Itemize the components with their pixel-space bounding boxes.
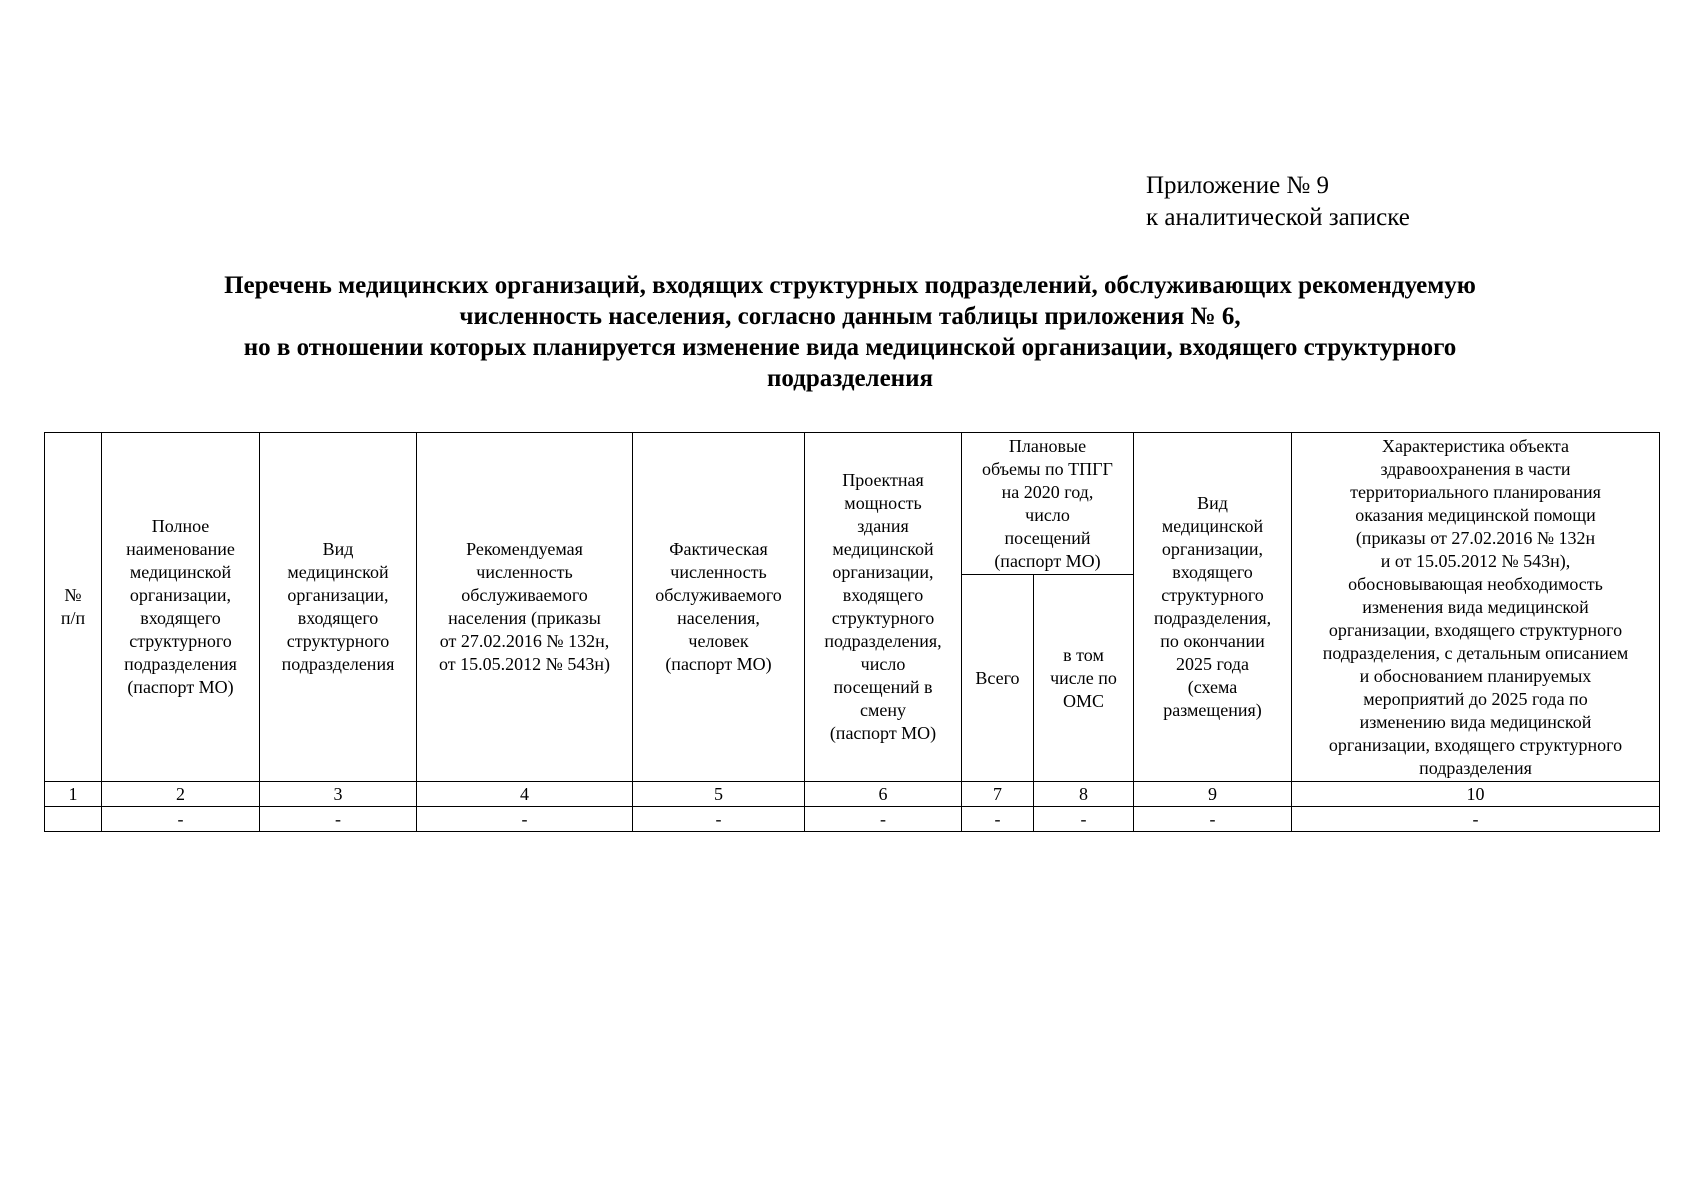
- column-numbers-row: [45, 782, 1660, 807]
- title-line-4: подразделения: [766, 365, 934, 392]
- column-number: 2: [102, 782, 260, 807]
- annex-reference: к аналитической записке: [1146, 204, 1410, 231]
- table-cell: -: [805, 807, 962, 832]
- table-cell: -: [102, 807, 260, 832]
- table-cell: -: [1034, 807, 1134, 832]
- column-number: 6: [805, 782, 962, 807]
- annex-number: Приложение № 9: [1146, 172, 1330, 199]
- title-line-3: но в отношении которых планируется изменение вида медицинской организации, входящего структурного: [243, 334, 1457, 361]
- header-type-2025: Вид медицинской организации, входящего структурного подразделения, по окончании 2025 года (схема размещения): [1134, 433, 1292, 782]
- column-number: 10: [1292, 782, 1660, 807]
- header-organization-type: Вид медицинской организации, входящего структурного подразделения: [260, 433, 417, 782]
- annex-label: [1146, 170, 1410, 234]
- header-total: Всего: [962, 575, 1034, 782]
- table-cell: [45, 807, 102, 832]
- header-characteristics: Характеристика объекта здравоохранения в части территориального планирования оказания медицинской помощи (приказы от 27.02.2016 № 132н и от 15.05.2012 № 543н), обосновывающая необходимость изменения вида медицинской организации, входящего структурного подразделения, с детальным описанием и обоснованием планируемых мероприятий до 2025 года по изменению вида медицинской организации, входящего структурного подразделения: [1292, 433, 1660, 782]
- header-row-1: [45, 433, 1660, 575]
- title-line-1: Перечень медицинских организаций, входящих структурных подразделений, обслуживающих рекомендуемую: [224, 272, 1476, 299]
- document-title: [100, 270, 1600, 394]
- organizations-table: [44, 432, 1660, 832]
- column-number: 7: [962, 782, 1034, 807]
- column-number: 4: [417, 782, 633, 807]
- header-full-name: Полное наименование медицинской организации, входящего структурного подразделения (паспорт МО): [102, 433, 260, 782]
- table-cell: -: [1292, 807, 1660, 832]
- table-cell: -: [633, 807, 805, 832]
- column-number: 9: [1134, 782, 1292, 807]
- column-number: 5: [633, 782, 805, 807]
- header-number: № п/п: [45, 433, 102, 782]
- table-cell: -: [962, 807, 1034, 832]
- header-planned-volumes: Плановые объемы по ТПГГ на 2020 год, число посещений (паспорт МО): [962, 433, 1134, 575]
- table-cell: -: [1134, 807, 1292, 832]
- column-number: 3: [260, 782, 417, 807]
- header-including-oms: в том числе по ОМС: [1034, 575, 1134, 782]
- header-actual-population: Фактическая численность обслуживаемого населения, человек (паспорт МО): [633, 433, 805, 782]
- header-recommended-population: Рекомендуемая численность обслуживаемого населения (приказы от 27.02.2016 № 132н, от 15.05.2012 № 543н): [417, 433, 633, 782]
- table-cell: -: [417, 807, 633, 832]
- table-row: [45, 807, 1660, 832]
- header-design-capacity: Проектная мощность здания медицинской организации, входящего структурного подразделения, число посещений в смену (паспорт МО): [805, 433, 962, 782]
- column-number: 1: [45, 782, 102, 807]
- column-number: 8: [1034, 782, 1134, 807]
- table-cell: -: [260, 807, 417, 832]
- title-line-2: численность населения, согласно данным таблицы приложения № 6,: [459, 303, 1241, 330]
